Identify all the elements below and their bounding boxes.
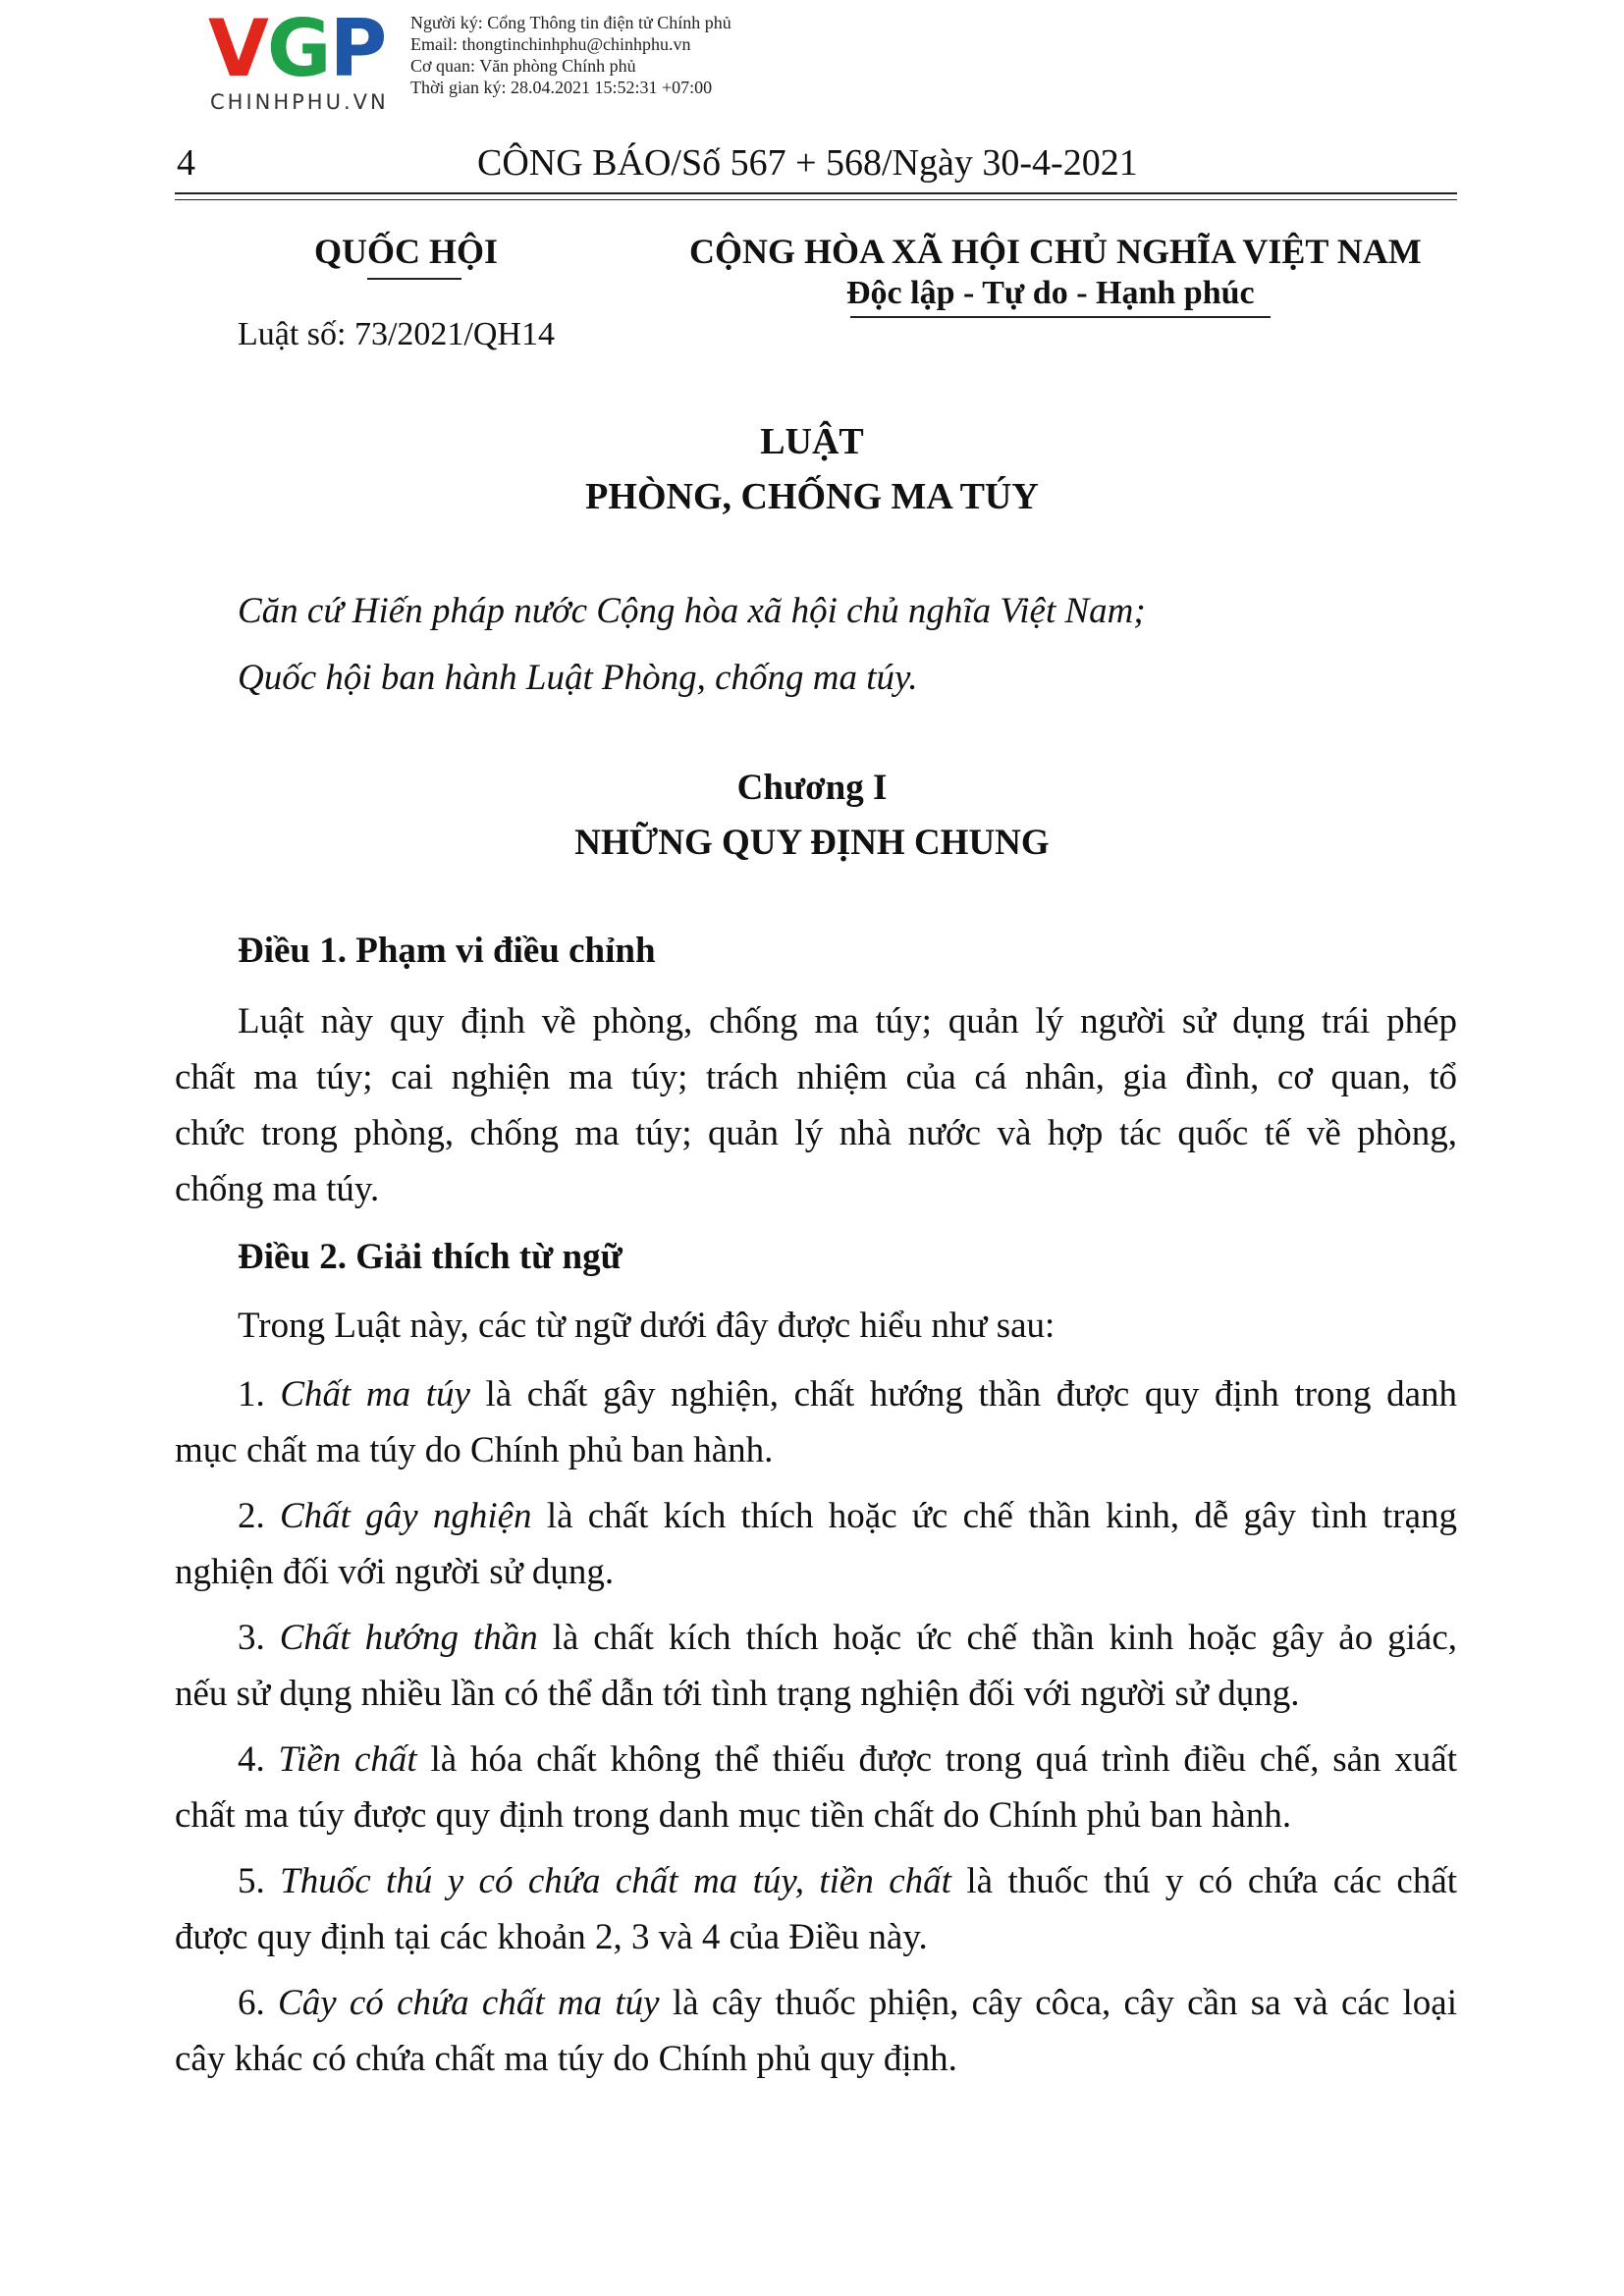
definition-text: là cây thuốc phiện, cây côca, cây cần sa và các loại	[672, 1983, 1457, 2023]
definition-text: được quy định tại các khoản 2, 3 và 4 của Điều này.	[175, 1917, 928, 1957]
law-number: Luật số: 73/2021/QH14	[238, 316, 555, 352]
definition-text: là chất kích thích hoặc ức chế thần kinh hoặc gây ảo giác,	[552, 1618, 1458, 1658]
definition-item-6	[175, 1975, 1457, 2087]
article-1-line: chất ma túy; cai nghiện ma túy; trách nhiệm của cá nhân, gia đình, cơ quan, tổ	[175, 1057, 1457, 1097]
item-number: 6.	[238, 1983, 265, 2023]
definition-text: là chất gây nghiện, chất hướng thần được quy định trong danh	[485, 1374, 1457, 1415]
document-type: LUẬT	[760, 421, 864, 462]
defined-term: Thuốc thú y có chứa chất ma túy, tiền chất	[280, 1861, 951, 1901]
national-motto: Độc lập - Tự do - Hạnh phúc	[846, 275, 1255, 311]
definition-text: nghiện đối với người sử dụng.	[175, 1552, 615, 1592]
defined-term: Chất ma túy	[280, 1374, 470, 1415]
item-number: 5.	[238, 1861, 265, 1901]
article-2-intro	[175, 1298, 1457, 1354]
defined-term: Chất gây nghiện	[280, 1496, 532, 1536]
running-title: CÔNG BÁO/Số 567 + 568/Ngày 30-4-2021	[477, 142, 1138, 184]
signature-time: Thời gian ký: 28.04.2021 15:52:31 +07:00	[410, 78, 713, 97]
vgp-logo	[208, 3, 414, 114]
digital-signature	[410, 12, 731, 98]
item-number: 1.	[238, 1374, 265, 1415]
item-number: 3.	[238, 1618, 265, 1658]
chapter-name: NHỮNG QUY ĐỊNH CHUNG	[574, 823, 1050, 863]
article-1-line: chức trong phòng, chống ma túy; quản lý nhà nước và hợp tác quốc tế về phòng,	[175, 1113, 1457, 1153]
signature-email: Email: thongtinchinhphu@chinhphu.vn	[410, 34, 691, 54]
page-number: 4	[177, 142, 195, 184]
article-2-intro-text: Trong Luật này, các từ ngữ dưới đây được hiểu như sau:	[238, 1306, 1056, 1346]
document-title: PHÒNG, CHỐNG MA TÚY	[585, 476, 1039, 517]
item-number: 4.	[238, 1739, 265, 1780]
logo-letter-g: G	[266, 3, 330, 94]
definition-item-1	[175, 1366, 1457, 1478]
defined-term: Cây có chứa chất ma túy	[278, 1983, 660, 2023]
logo-letter-v: V	[208, 3, 267, 94]
organization-underline	[367, 278, 461, 280]
article-1-line: Luật này quy định về phòng, chống ma túy; quản lý người sử dụng trái phép	[238, 1001, 1457, 1041]
definition-text: cây khác có chứa chất ma túy do Chính phủ quy định.	[175, 2039, 957, 2079]
header-rule-thin	[175, 199, 1457, 200]
article-1-heading: Điều 1. Phạm vi điều chỉnh	[238, 931, 656, 971]
issuing-organization: QUỐC HỘI	[314, 232, 499, 271]
definition-text: là hóa chất không thể thiếu được trong quá trình điều chế, sản xuất	[430, 1739, 1458, 1780]
signature-agency: Cơ quan: Văn phòng Chính phủ	[410, 56, 636, 76]
definition-text: nếu sử dụng nhiều lần có thể dẫn tới tình trạng nghiện đối với người sử dụng.	[175, 1674, 1300, 1714]
definition-text: mục chất ma túy do Chính phủ ban hành.	[175, 1430, 774, 1470]
preamble-line-1: Căn cứ Hiến pháp nước Cộng hòa xã hội chủ nghĩa Việt Nam;	[238, 591, 1146, 631]
definition-item-5	[175, 1853, 1457, 1965]
article-2-heading: Điều 2. Giải thích từ ngữ	[238, 1237, 623, 1277]
defined-term: Chất hướng thần	[279, 1618, 538, 1658]
defined-term: Tiền chất	[278, 1739, 417, 1780]
article-1-line: chống ma túy.	[175, 1169, 380, 1209]
country-name: CỘNG HÒA XÃ HỘI CHỦ NGHĨA VIỆT NAM	[689, 232, 1422, 271]
signature-signer: Người ký: Cổng Thông tin điện tử Chính phủ	[410, 13, 731, 32]
item-number: 2.	[238, 1496, 265, 1536]
article-1-body	[175, 993, 1457, 1217]
definition-item-2	[175, 1488, 1457, 1600]
header-rule-thick	[175, 192, 1457, 194]
definition-text: là chất kích thích hoặc ức chế thần kinh, dễ gây tình trạng	[546, 1496, 1458, 1536]
motto-underline	[850, 316, 1271, 318]
chapter-number: Chương I	[736, 768, 888, 808]
definition-item-3	[175, 1610, 1457, 1722]
logo-subtitle: CHINHPHU.VN	[210, 90, 389, 114]
preamble-line-2: Quốc hội ban hành Luật Phòng, chống ma túy.	[238, 658, 918, 698]
definition-text: chất ma túy được quy định trong danh mục tiền chất do Chính phủ ban hành.	[175, 1795, 1292, 1836]
definition-text: là thuốc thú y có chứa các chất	[966, 1861, 1458, 1901]
logo-letter-p: P	[329, 3, 386, 94]
logo-letters	[208, 3, 386, 94]
definition-item-4	[175, 1732, 1457, 1843]
